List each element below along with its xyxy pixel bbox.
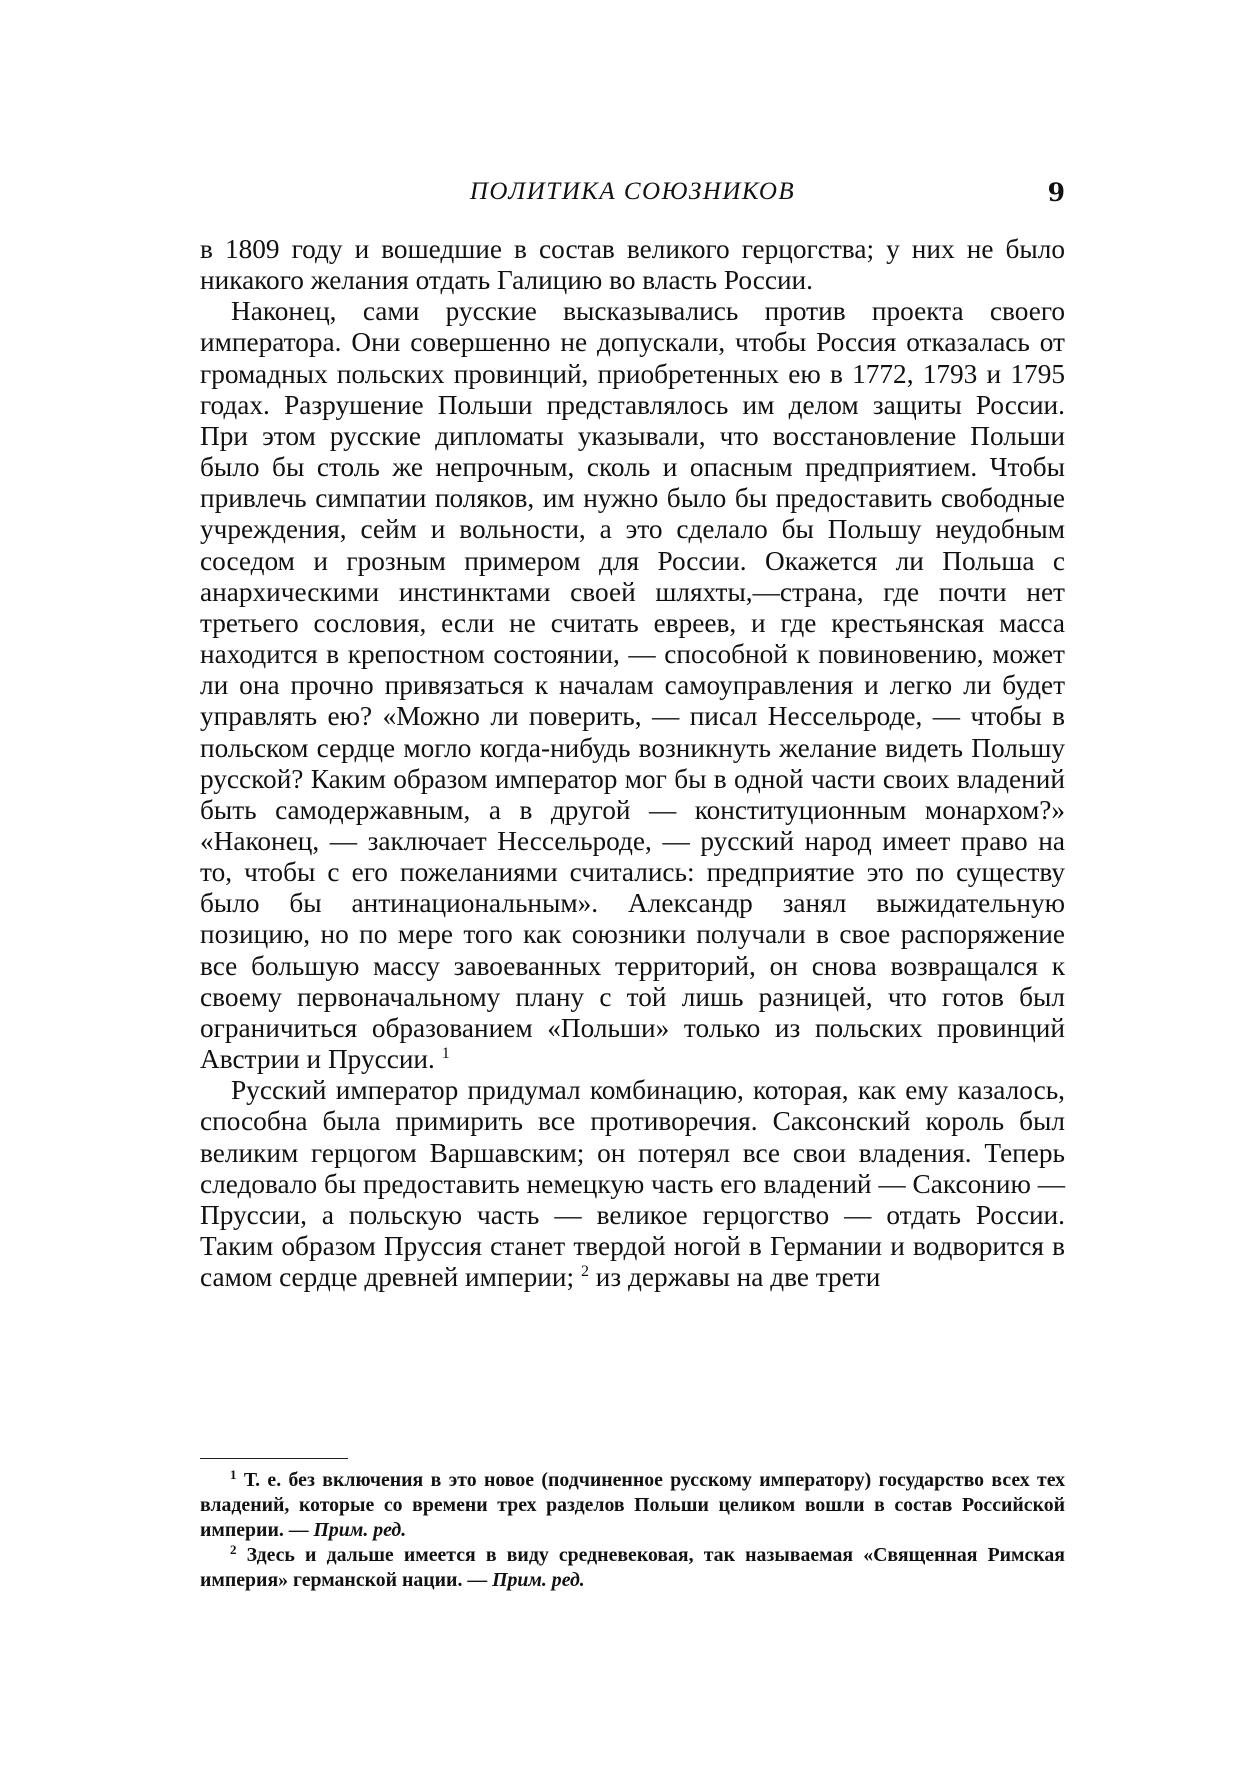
paragraph-1-text: в 1809 году и вошедшие в состав великого герцогства; у них не было никакого желания отдать Галицию во власть России. xyxy=(200,234,1065,296)
paragraph xyxy=(200,296,1065,1075)
paragraph-continuation xyxy=(200,234,1065,296)
running-title: ПОЛИТИКА СОЮЗНИКОВ xyxy=(469,178,796,205)
paragraph xyxy=(200,1075,1065,1293)
footnote-marker: 1 xyxy=(230,1467,237,1482)
paragraph-2-text: Наконец, сами русские высказывались против проекта своего императора. Они совершенно не допускали, чтобы Россия отказалась от громадных польских провинций, приобретенных ею в 1772, 1793 и 1795 годах. Разрушение Польши представлялось им делом защиты России. При этом русские дипломаты указывали, что восстановление Польши было бы столь же непрочным, сколь и опасным предприятием. Чтобы привлечь симпатии поляков, им нужно было бы предоставить свободные учреждения, сейм и вольности, а это сделало бы Польшу неудобным соседом и грозным примером для России. Окажется ли Польша с анархическими инстинктами своей шляхты,—страна, где почти нет третьего сословия, если не считать евреев, и где крестьянская масса находится в крепостном состоянии, — способной к повиновению, может ли она прочно привязаться к началам самоуправления и легко ли будет управлять ею? «Можно ли поверить, — писал Нессельроде, — чтобы в польском сердце могло когда-нибудь возникнуть желание видеть Польшу русской? Каким образом император мог бы в одной части своих владений быть самодержавным, а в другой — конституционным монархом?» «Наконец, — заключает Нессельроде, — русский народ имеет право на то, чтобы с его пожеланиями считались: предприятие это по существу было бы антинациональным». Александр занял выжидательную позицию, но по мере того как союзники получали в свое распоряжение все большую массу завоеванных территорий, он снова возвращался к своему первоначальному плану с той лишь разницей, что готов был ограничиться образованием «Польши» только из польских провинций Австрии и Пруссии. xyxy=(200,296,1065,1075)
footnote-ref-1: 1 xyxy=(441,1045,450,1063)
page-number: 9 xyxy=(1047,178,1065,207)
footnote-editor-note: Прим. ред. xyxy=(492,1569,585,1591)
footnote-editor-note: Прим. ред. xyxy=(313,1519,407,1541)
footnote-ref-2: 2 xyxy=(580,1263,589,1281)
body-text xyxy=(200,234,1065,1293)
footnote-text: Т. е. без включения в это новое (подчиненное русскому императору) государство всех тех владений, которые со времени трех разделов Польши целиком вошли в состав Российской империи. — xyxy=(200,1469,1065,1541)
footnote xyxy=(200,1468,1065,1543)
running-head xyxy=(200,178,1065,212)
footnote-rule xyxy=(200,1458,348,1459)
footnotes xyxy=(200,1468,1065,1593)
footnote-text: Здесь и дальше имеется в виду средневековая, так называемая «Священная Римская империя» германской нации. — xyxy=(200,1544,1066,1591)
footnote-marker: 2 xyxy=(230,1542,237,1557)
paragraph-3-text: Русский император придумал комбинацию, которая, как ему казалось, способна была примирить все противоречия. Саксонский король был великим герцогом Варшавским; он потерял все свои владения. Теперь следовало бы предоставить немецкую часть его владений — Саксонию — Пруссии, а польскую часть — великое герцогство — отдать России. Таким образом Пруссия станет твердой ногой в Германии и водворится в самом сердце древней империи; xyxy=(200,1075,1065,1293)
footnote xyxy=(200,1543,1065,1593)
paragraph-3-tail: из державы на две трети xyxy=(595,1262,881,1293)
